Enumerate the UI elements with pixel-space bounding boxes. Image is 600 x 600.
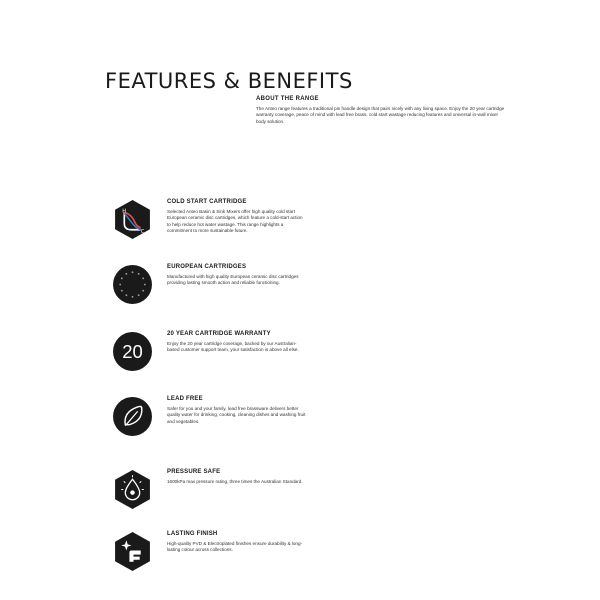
feature-title: COLD START CARTRIDGE xyxy=(167,199,247,205)
feature-title: 20 YEAR CARTRIDGE WARRANTY xyxy=(167,331,271,337)
feature-description: 1600kPa max pressure rating, three times the Australian Standard. xyxy=(167,479,303,484)
pressure-droplet-icon xyxy=(112,469,153,510)
feature-description: Selected Anteo Basin & Sink Mixers offer high quality cold start European ceramic disc cartridges, which feature a cold-start action to help reduce hot water wastage. This range highlights a commitment to more sustainable future. xyxy=(167,209,303,234)
leaf-icon xyxy=(112,396,153,437)
feature-title: EUROPEAN CARTRIDGES xyxy=(167,264,247,270)
feature-description: Manufactured with high quality European ceramic disc cartridges providing lasting smooth action and reliable functioning. xyxy=(167,274,299,286)
cold-start-icon xyxy=(112,199,153,240)
svg-text:H: H xyxy=(122,208,127,215)
warranty-20-icon xyxy=(112,331,153,372)
feature-pressure-safe xyxy=(112,469,412,517)
finish-sparkle-icon xyxy=(112,531,153,572)
cartridge-icon xyxy=(112,264,153,305)
page-title: FEATURES & BENEFITS xyxy=(105,69,353,93)
feature-description: Safer for you and your family, lead free brassware delivers better quality water for drinking, cooking, cleaning dishes and washing fruit and vegetables. xyxy=(167,406,306,424)
feature-title: LASTING FINISH xyxy=(167,531,218,537)
feature-lead-free xyxy=(112,396,412,444)
svg-text:C: C xyxy=(140,228,145,235)
feature-lasting-finish xyxy=(112,531,412,579)
feature-title: LEAD FREE xyxy=(167,396,203,402)
about-body: The Anteo range features a traditional pin handle design that pairs nicely with any living space. Enjoy the 20 year cartridge warranty coverage, peace of mind with lead free brass, cold start wastage reducing features and universal in-wall mixer body solution. xyxy=(256,106,505,124)
feature-description: Enjoy the 20 year cartridge coverage, backed by our Australian-based customer support team, your satisfaction is above all else. xyxy=(167,341,299,353)
feature-warranty xyxy=(112,331,412,379)
feature-european-cartridges xyxy=(112,264,412,312)
warranty-number: 20 xyxy=(122,341,143,363)
feature-cold-start xyxy=(112,199,412,247)
about-heading: ABOUT THE RANGE xyxy=(256,96,319,102)
feature-title: PRESSURE SAFE xyxy=(167,469,221,475)
feature-description: High-quality PVD & Electroplated finishes ensure durability & long-lasting colour across collections. xyxy=(167,541,303,553)
